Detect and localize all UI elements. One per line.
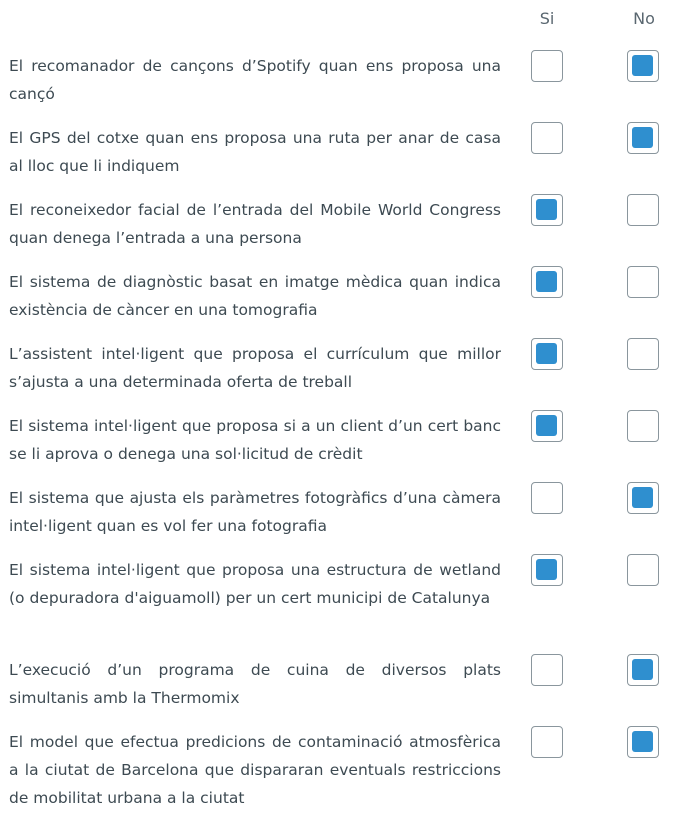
- question-text: El GPS del cotxe quan ens proposa una ruta per anar de casa al lloc que li indiquem: [9, 129, 501, 175]
- checkbox-si[interactable]: [531, 266, 563, 298]
- checkbox-si[interactable]: [531, 654, 563, 686]
- checkbox-no[interactable]: [627, 266, 659, 298]
- checkbox-fill: [632, 659, 653, 680]
- checkbox-fill: [632, 55, 653, 76]
- question-text: El reconeixedor facial de l’entrada del Mobile World Congress quan denega l’entrada a una persona: [9, 201, 501, 247]
- question-text: L’execució d’un programa de cuina de diversos plats simultanis amb la Thermomix: [9, 661, 501, 707]
- question-row: [0, 479, 685, 551]
- column-header-si: Si: [539, 9, 555, 28]
- checkbox-no[interactable]: [627, 726, 659, 758]
- checkbox-si[interactable]: [531, 194, 563, 226]
- question-row: [0, 335, 685, 407]
- checkbox-no[interactable]: [627, 554, 659, 586]
- checkbox-fill: [536, 199, 557, 220]
- question-text: El sistema intel·ligent que proposa si a un client d’un cert banc se li aprova o denega una sol·licitud de crèdit: [9, 417, 501, 463]
- question-text: El sistema de diagnòstic basat en imatge mèdica quan indica existència de càncer en una tomografia: [9, 273, 501, 319]
- checkbox-no[interactable]: [627, 410, 659, 442]
- checkbox-no[interactable]: [627, 50, 659, 82]
- checkbox-si[interactable]: [531, 122, 563, 154]
- checkbox-no[interactable]: [627, 338, 659, 370]
- checkbox-no[interactable]: [627, 654, 659, 686]
- question-row: [0, 263, 685, 335]
- question-text: El sistema que ajusta els paràmetres fotogràfics d’una càmera intel·ligent quan es vol fer una fotografia: [9, 489, 501, 535]
- checkbox-fill: [632, 731, 653, 752]
- checkbox-si[interactable]: [531, 338, 563, 370]
- column-header: [0, 9, 685, 29]
- checkbox-si[interactable]: [531, 554, 563, 586]
- question-row: [0, 47, 685, 119]
- questions-list: [0, 47, 685, 813]
- column-header-no: No: [633, 9, 655, 28]
- question-row: [0, 551, 685, 651]
- checkbox-si[interactable]: [531, 726, 563, 758]
- question-text: El sistema intel·ligent que proposa una estructura de wetland (o depuradora d'aiguamoll) per un cert municipi de Catalunya: [9, 561, 501, 607]
- checkbox-fill: [536, 343, 557, 364]
- checkbox-no[interactable]: [627, 122, 659, 154]
- checkbox-si[interactable]: [531, 50, 563, 82]
- question-text: L’assistent intel·ligent que proposa el currículum que millor s’ajusta a una determinada oferta de treball: [9, 345, 501, 391]
- checkbox-fill: [536, 415, 557, 436]
- checkbox-no[interactable]: [627, 482, 659, 514]
- question-row: [0, 651, 685, 723]
- question-row: [0, 723, 685, 813]
- checkbox-fill: [632, 127, 653, 148]
- question-row: [0, 407, 685, 479]
- checkbox-si[interactable]: [531, 482, 563, 514]
- checkbox-fill: [632, 487, 653, 508]
- checkbox-no[interactable]: [627, 194, 659, 226]
- checkbox-fill: [536, 559, 557, 580]
- question-row: [0, 191, 685, 263]
- question-text: El model que efectua predicions de contaminació atmosfèrica a la ciutat de Barcelona que dispararan eventuals restriccions de mobilitat urbana a la ciutat: [9, 733, 501, 807]
- question-text: El recomanador de cançons d’Spotify quan ens proposa una cançó: [9, 57, 501, 103]
- checkbox-si[interactable]: [531, 410, 563, 442]
- question-row: [0, 119, 685, 191]
- checkbox-fill: [536, 271, 557, 292]
